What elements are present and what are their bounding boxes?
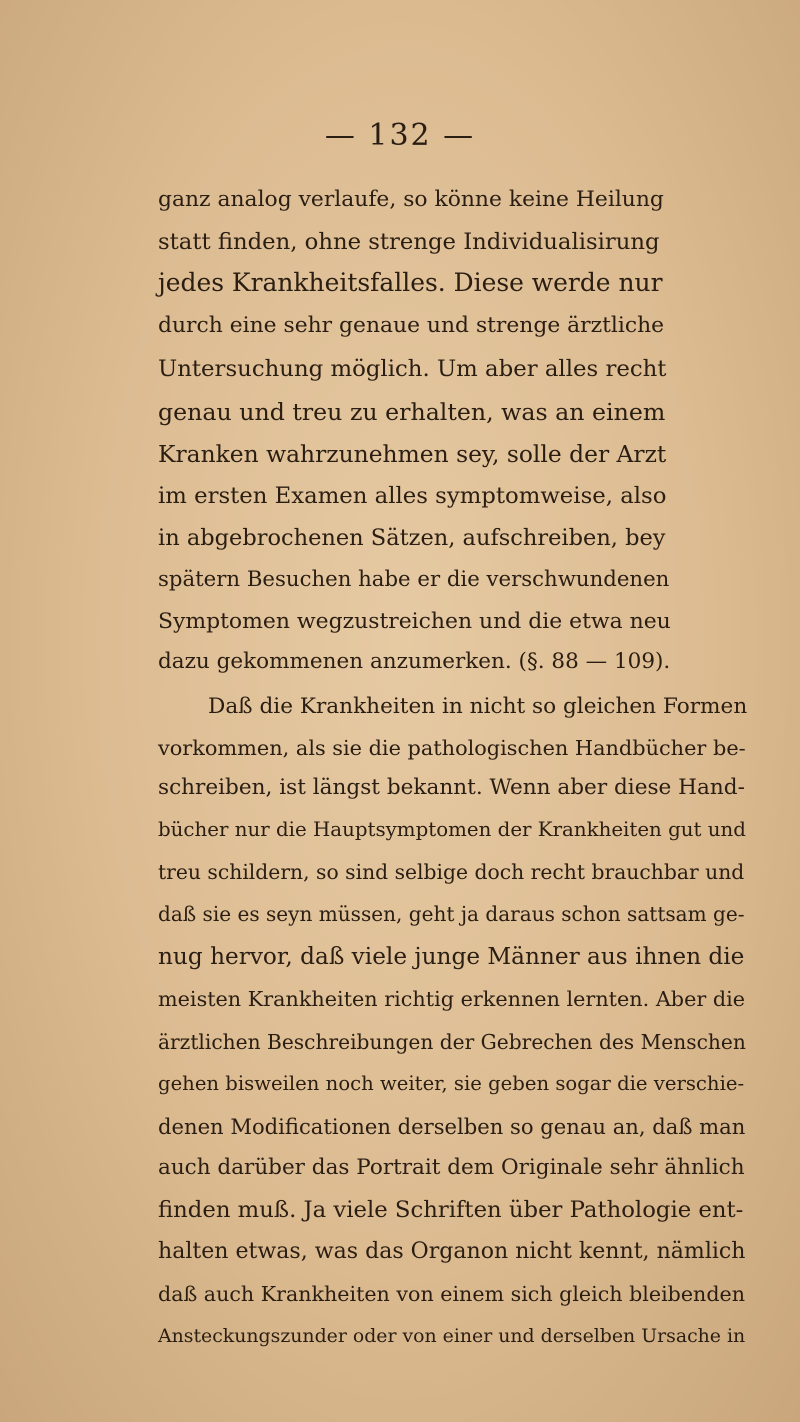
text-line: genau und treu zu erhalten, was an einem xyxy=(158,398,666,426)
text-line: daß auch Krankheiten von einem sich gleich bleibenden xyxy=(158,1282,745,1306)
text-line: daß sie es seyn müssen, geht ja daraus schon sattsam ge- xyxy=(158,902,745,926)
text-line: spätern Besuchen habe er die verschwundenen xyxy=(158,567,670,592)
text-line: Ansteckungszunder oder von einer und derselben Ursache in xyxy=(158,1325,746,1347)
text-line: durch eine sehr genaue und strenge ärztliche xyxy=(158,313,665,338)
text-line: Kranken wahrzunehmen sey, solle der Arzt xyxy=(158,440,667,468)
text-line: auch darüber das Portrait dem Originale sehr ähnlich xyxy=(158,1155,745,1180)
text-line: ärztlichen Beschreibungen der Gebrechen des Menschen xyxy=(158,1030,746,1054)
text-line: dazu gekommenen anzumerken. (§. 88 — 109). xyxy=(158,649,671,674)
text-line: denen Modificationen derselben so genau an, daß man xyxy=(158,1114,746,1139)
text-line: schreiben, ist längst bekannt. Wenn aber diese Hand- xyxy=(158,775,745,800)
text-line: statt finden, ohne strenge Individualisirung xyxy=(158,229,660,255)
paragraph-start-line: Daß die Krankheiten in nicht so gleichen Formen xyxy=(208,694,748,719)
text-line: jedes Krankheitsfalles. Diese werde nur xyxy=(158,268,663,297)
text-line: meisten Krankheiten richtig erkennen lernten. Aber die xyxy=(158,987,746,1011)
text-line: im ersten Examen alles symptomweise, also xyxy=(158,483,667,509)
text-line: ganz analog verlaufe, so könne keine Heilung xyxy=(158,187,664,212)
text-line: vorkommen, als sie die pathologischen Handbücher be- xyxy=(158,736,746,760)
text-line: treu schildern, so sind selbige doch recht brauchbar und xyxy=(158,860,745,884)
text-line: nug hervor, daß viele junge Männer aus ihnen die xyxy=(158,943,745,970)
text-line: bücher nur die Hauptsymptomen der Krankheiten gut und xyxy=(158,818,746,841)
text-line: in abgebrochenen Sätzen, aufschreiben, bey xyxy=(158,525,666,551)
text-line: Symptomen wegzustreichen und die etwa neu xyxy=(158,609,671,634)
text-line: halten etwas, was das Organon nicht kennt, nämlich xyxy=(158,1239,746,1264)
text-line: Untersuchung möglich. Um aber alles recht xyxy=(158,356,667,382)
text-line: finden muß. Ja viele Schriften über Pathologie ent- xyxy=(158,1197,744,1223)
text-line: gehen bisweilen noch weiter, sie geben sogar die verschie- xyxy=(158,1072,745,1095)
page-number: — 132 — xyxy=(324,118,476,153)
